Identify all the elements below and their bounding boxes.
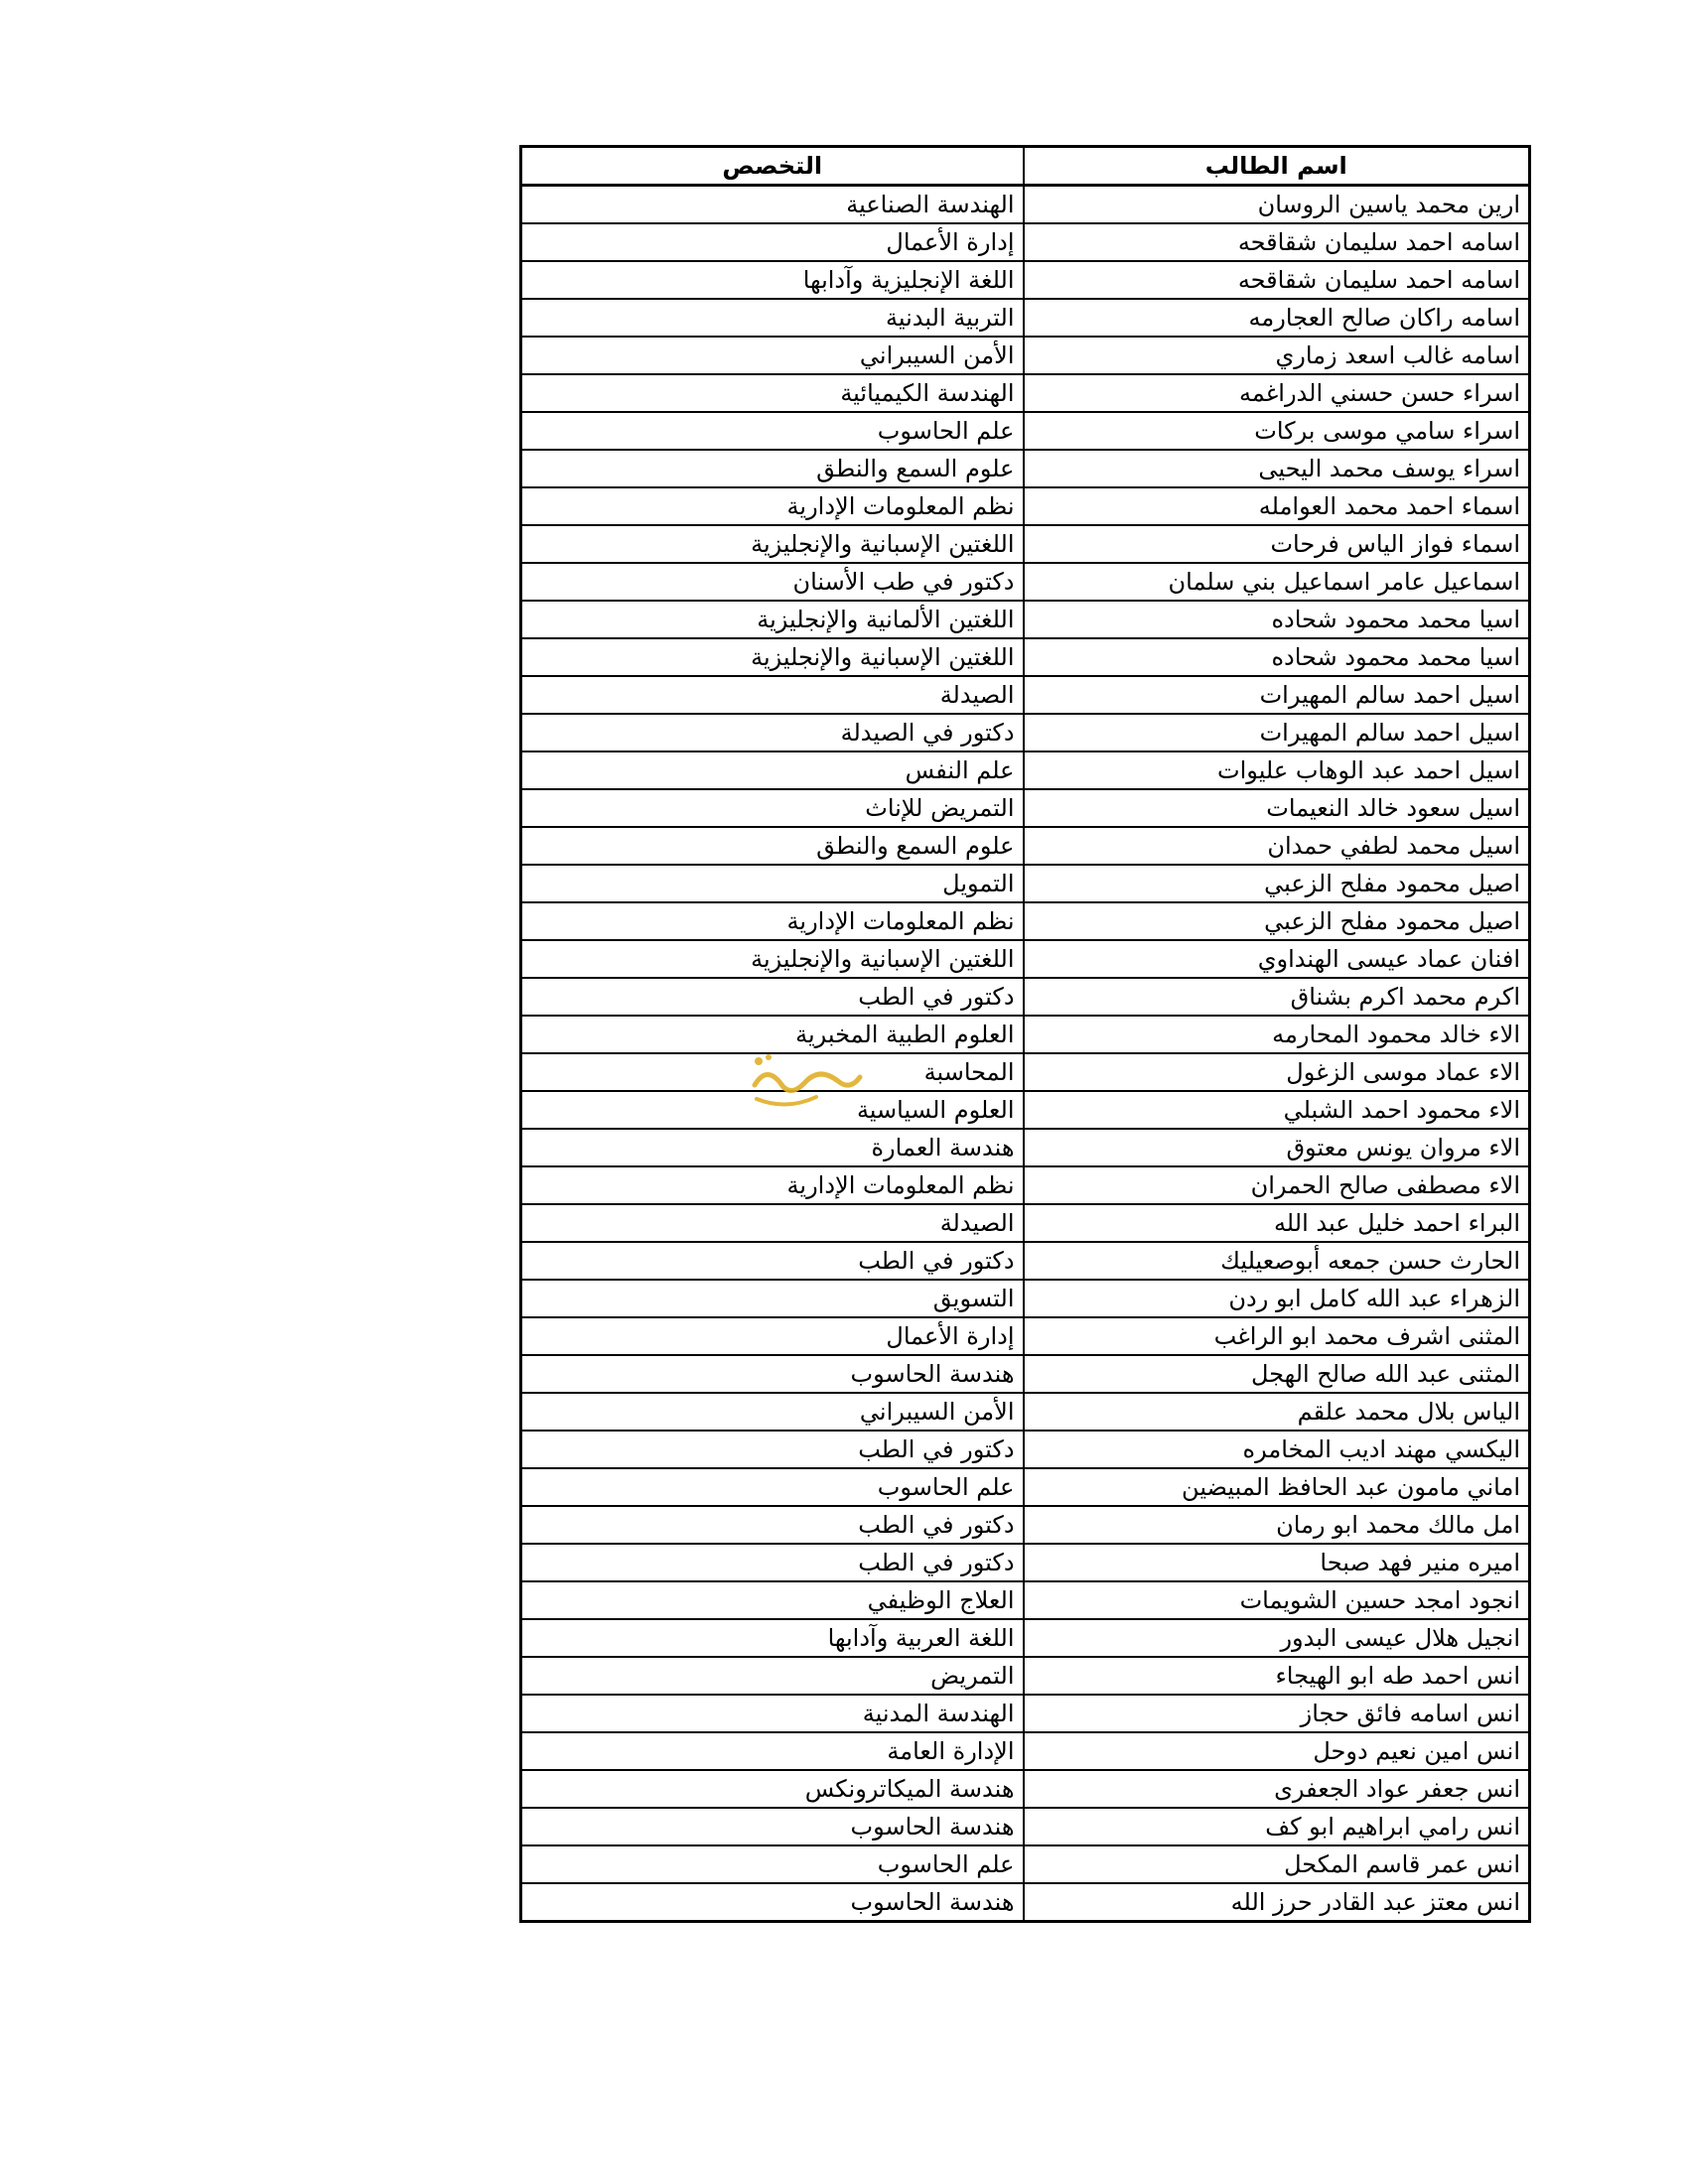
major-cell: نظم المعلومات الإدارية [521,902,1024,940]
student-name-cell: الاء مصطفى صالح الحمران [1024,1166,1530,1204]
student-name-cell: انجود امجد حسين الشويمات [1024,1581,1530,1619]
student-name-cell: اكرم محمد اكرم بشناق [1024,978,1530,1016]
student-name-cell: انس اسامه فائق حجاز [1024,1695,1530,1732]
major-cell: هندسة العمارة [521,1129,1024,1166]
student-name-cell: اسيل احمد سالم المهيرات [1024,676,1530,714]
major-cell: الهندسة الكيميائية [521,374,1024,412]
student-name-cell: اسامه غالب اسعد زماري [1024,337,1530,374]
student-name-cell: الاء عماد موسى الزغول [1024,1053,1530,1091]
major-cell: المحاسبة [521,1053,1024,1091]
major-cell: الأمن السيبراني [521,1393,1024,1431]
major-cell: التربية البدنية [521,299,1024,337]
major-cell: إدارة الأعمال [521,223,1024,261]
student-name-cell: الحارث حسن جمعه أبوصعيليك [1024,1242,1530,1280]
student-name-cell: الزهراء عبد الله كامل ابو ردن [1024,1280,1530,1317]
student-name-cell: اصيل محمود مفلح الزعبي [1024,865,1530,902]
major-cell: إدارة الأعمال [521,1317,1024,1355]
student-name-cell: اسيل محمد لطفي حمدان [1024,827,1530,865]
table-row [521,676,1530,714]
major-cell: اللغتين الإسبانية والإنجليزية [521,638,1024,676]
table-row [521,638,1530,676]
major-cell: العلوم السياسية [521,1091,1024,1129]
student-name-cell: اسامه احمد سليمان شقاقحه [1024,261,1530,299]
major-cell: علم الحاسوب [521,1468,1024,1506]
table-row [521,374,1530,412]
student-name-cell: اسراء يوسف محمد اليحيى [1024,450,1530,487]
table-row [521,299,1530,337]
student-name-cell: افنان عماد عيسى الهنداوي [1024,940,1530,978]
student-name-cell: اسراء سامي موسى بركات [1024,412,1530,450]
major-cell: التمريض [521,1657,1024,1695]
table-row [521,1393,1530,1431]
table-row [521,412,1530,450]
major-cell: علوم السمع والنطق [521,827,1024,865]
major-cell: نظم المعلومات الإدارية [521,1166,1024,1204]
table-row [521,978,1530,1016]
student-name-cell: امل مالك محمد ابو رمان [1024,1506,1530,1544]
table-row [521,789,1530,827]
table-row [521,827,1530,865]
student-name-cell: ارين محمد ياسين الروسان [1024,186,1530,224]
major-cell: علم الحاسوب [521,1845,1024,1883]
student-name-cell: اسامه راكان صالح العجارمه [1024,299,1530,337]
table-row [521,1845,1530,1883]
major-cell: التمريض للإناث [521,789,1024,827]
table-row [521,1732,1530,1770]
major-cell: علوم السمع والنطق [521,450,1024,487]
major-cell: الهندسة المدنية [521,1695,1024,1732]
student-name-cell: اسيل سعود خالد النعيمات [1024,789,1530,827]
table-row [521,601,1530,638]
table-row [521,1355,1530,1393]
table-row [521,1544,1530,1581]
student-name-cell: انس عمر قاسم المكحل [1024,1845,1530,1883]
table-row [521,1657,1530,1695]
student-name-cell: اسامه احمد سليمان شقاقحه [1024,223,1530,261]
student-name-cell: الاء مروان يونس معتوق [1024,1129,1530,1166]
major-cell: الصيدلة [521,676,1024,714]
table-row [521,751,1530,789]
major-cell: دكتور في الطب [521,1544,1024,1581]
student-name-cell: المثنى اشرف محمد ابو الراغب [1024,1317,1530,1355]
student-name-cell: اصيل محمود مفلح الزعبي [1024,902,1530,940]
table-row [521,1091,1530,1129]
student-name-cell: انس رامي ابراهيم ابو كف [1024,1808,1530,1845]
major-cell: الأمن السيبراني [521,337,1024,374]
major-cell: التسويق [521,1280,1024,1317]
table-row [521,261,1530,299]
table-row [521,940,1530,978]
table-row [521,223,1530,261]
student-name-cell: المثنى عبد الله صالح الهجل [1024,1355,1530,1393]
major-cell: دكتور في الطب [521,1431,1024,1468]
table-row [521,1770,1530,1808]
major-cell: هندسة الحاسوب [521,1355,1024,1393]
student-name-cell: انس احمد طه ابو الهيجاء [1024,1657,1530,1695]
student-name-cell: الاء خالد محمود المحارمه [1024,1016,1530,1053]
student-name-cell: اسراء حسن حسني الدراغمه [1024,374,1530,412]
table-row [521,1619,1530,1657]
major-cell: التمويل [521,865,1024,902]
student-name-cell: اسيا محمد محمود شحاده [1024,638,1530,676]
header-student-name: اسم الطالب [1024,147,1530,186]
student-name-cell: انس جعفر عواد الجعفرى [1024,1770,1530,1808]
table-row [521,1280,1530,1317]
major-cell: دكتور في طب الأسنان [521,563,1024,601]
table-row [521,487,1530,525]
student-name-cell: اماني مامون عبد الحافظ المبيضين [1024,1468,1530,1506]
student-name-cell: الياس بلال محمد علقم [1024,1393,1530,1431]
table-row [521,1695,1530,1732]
table-row [521,714,1530,751]
student-name-cell: انجيل هلال عيسى البدور [1024,1619,1530,1657]
student-name-cell: اسماء فواز الياس فرحات [1024,525,1530,563]
major-cell: علم النفس [521,751,1024,789]
student-name-cell: انس معتز عبد القادر حرز الله [1024,1883,1530,1922]
major-cell: هندسة الحاسوب [521,1883,1024,1922]
student-name-cell: الاء محمود احمد الشبلي [1024,1091,1530,1129]
student-name-cell: اسماعيل عامر اسماعيل بني سلمان [1024,563,1530,601]
major-cell: الهندسة الصناعية [521,186,1024,224]
major-cell: اللغة الإنجليزية وآدابها [521,261,1024,299]
students-table [519,145,1531,1923]
major-cell: اللغتين الألمانية والإنجليزية [521,601,1024,638]
table-row [521,1506,1530,1544]
table-row [521,337,1530,374]
student-name-cell: اسيل احمد سالم المهيرات [1024,714,1530,751]
major-cell: هندسة الميكاترونكس [521,1770,1024,1808]
student-name-cell: اسيا محمد محمود شحاده [1024,601,1530,638]
major-cell: دكتور في الصيدلة [521,714,1024,751]
major-cell: العلوم الطبية المخبرية [521,1016,1024,1053]
major-cell: العلاج الوظيفي [521,1581,1024,1619]
table-row [521,1242,1530,1280]
table-row [521,1053,1530,1091]
table-header-row [521,147,1530,186]
table-row [521,1883,1530,1922]
major-cell: نظم المعلومات الإدارية [521,487,1024,525]
table-row [521,1016,1530,1053]
major-cell: علم الحاسوب [521,412,1024,450]
table-row [521,1204,1530,1242]
student-name-cell: اسيل احمد عبد الوهاب عليوات [1024,751,1530,789]
student-name-cell: البراء احمد خليل عبد الله [1024,1204,1530,1242]
major-cell: اللغتين الإسبانية والإنجليزية [521,940,1024,978]
table-row [521,1166,1530,1204]
major-cell: اللغة العربية وآدابها [521,1619,1024,1657]
table-row [521,1431,1530,1468]
student-name-cell: اليكسي مهند اديب المخامره [1024,1431,1530,1468]
table-row [521,1317,1530,1355]
major-cell: دكتور في الطب [521,978,1024,1016]
table-row [521,563,1530,601]
table-row [521,1808,1530,1845]
table-body [521,186,1530,1922]
table-row [521,186,1530,224]
table-row [521,1468,1530,1506]
major-cell: هندسة الحاسوب [521,1808,1024,1845]
table-row [521,1581,1530,1619]
student-name-cell: اميره منير فهد صبحا [1024,1544,1530,1581]
major-cell: اللغتين الإسبانية والإنجليزية [521,525,1024,563]
student-name-cell: اسماء احمد محمد العوامله [1024,487,1530,525]
major-cell: دكتور في الطب [521,1242,1024,1280]
major-cell: الإدارة العامة [521,1732,1024,1770]
table-row [521,1129,1530,1166]
major-cell: الصيدلة [521,1204,1024,1242]
table-row [521,450,1530,487]
table-row [521,865,1530,902]
major-cell: دكتور في الطب [521,1506,1024,1544]
table-row [521,902,1530,940]
student-name-cell: انس امين نعيم دوحل [1024,1732,1530,1770]
table-row [521,525,1530,563]
header-major: التخصص [521,147,1024,186]
